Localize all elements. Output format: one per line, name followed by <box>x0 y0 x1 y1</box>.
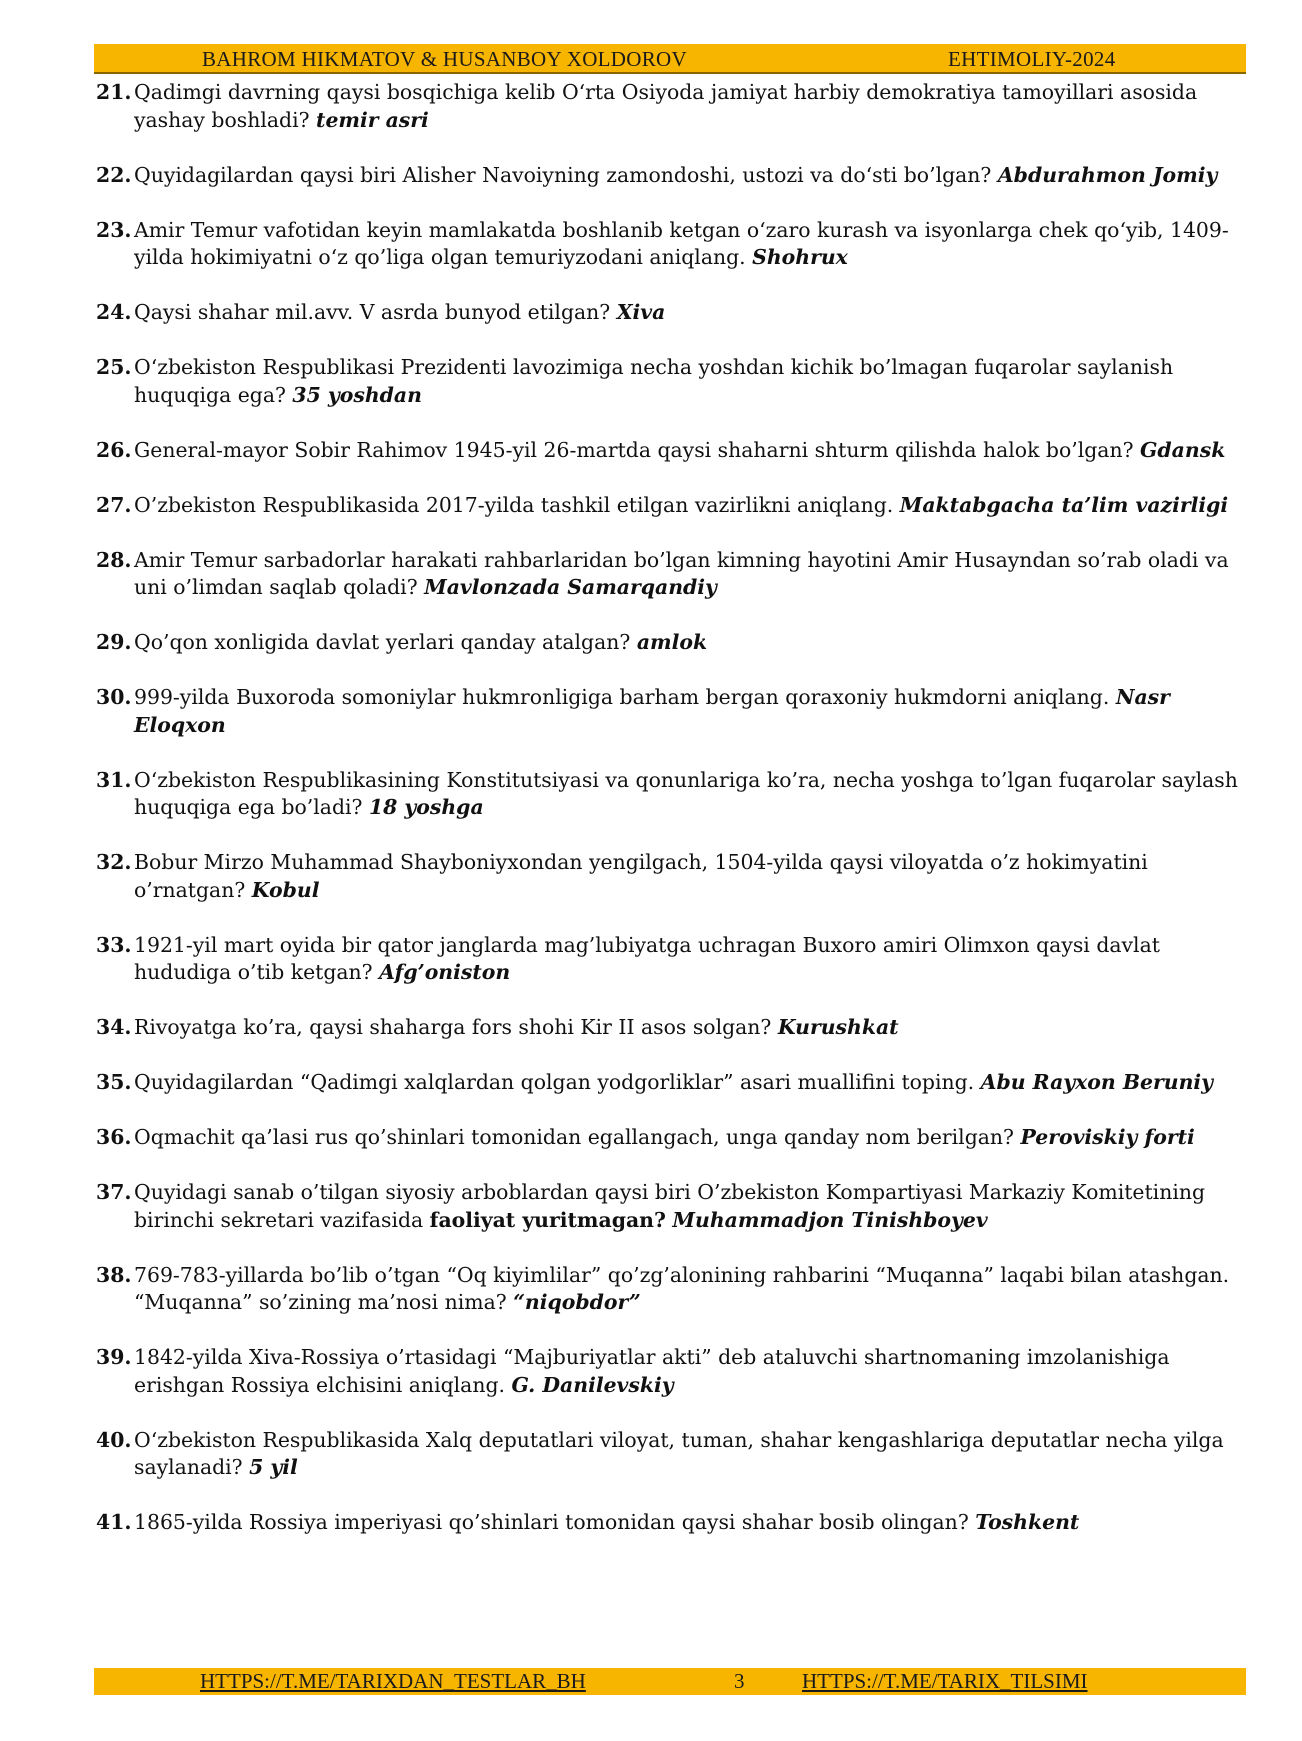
question-answer: Kurushkat <box>777 1015 899 1039</box>
question-item <box>96 217 1246 272</box>
question-text: O‘zbekiston Respublikasida Xalq deputatlari viloyat, tuman, shahar kengashlariga deputatlar necha yilga saylanadi? <box>134 1427 1224 1479</box>
question-list <box>96 79 1246 1564</box>
question-answer: Gdansk <box>1140 437 1226 462</box>
question-text: Oqmachit qa’lasi rus qo’shinlari tomonidan egallangach, unga qanday nom berilgan? <box>134 1125 1014 1149</box>
question-number: 28. <box>96 547 132 572</box>
question-text: 769-783-yillarda bo’lib o’tgan “Oq kiyimlilar” qo’zg’alonining rahbarini “Muqanna” laqabi bilan atashgan. “Muqanna” so’zining ma’nosi nima? <box>134 1262 1230 1314</box>
question-answer: Kobul <box>251 877 320 902</box>
question-text: 1842-yilda Xiva-Rossiya o’rtasidagi “Majburiyatlar akti” deb ataluvchi shartnomaning imzolanishiga erishgan Rossiya elchisini aniqlang. <box>134 1345 1170 1397</box>
question-text: Qaysi shahar mil.avv. V asrda bunyod etilgan? <box>134 300 611 324</box>
question-item <box>96 629 1246 657</box>
question-text: O‘zbekiston Respublikasining Konstitutsiyasi va qonunlariga ko’ra, necha yoshga to’lgan fuqarolar saylash huquqiga ega bo’ladi? <box>134 767 1238 819</box>
question-text: O‘zbekiston Respublikasi Prezidenti lavozimiga necha yoshdan kichik bo’lmagan fuqarolar saylanish huquqiga ega? <box>134 355 1174 407</box>
question-item <box>96 79 1246 134</box>
question-item <box>96 767 1246 822</box>
question-number: 41. <box>96 1510 132 1534</box>
question-text: Amir Temur sarbadorlar harakati rahbarlaridan bo’lgan kimning hayotini Amir Husayndan so’rab oladi va uni o’limdan saqlab qoladi? <box>134 547 1229 599</box>
question-text: Quyidagi sanab o’tilgan siyosiy arboblardan qaysi biri O’zbekiston Kompartiyasi Markaziy Komitetining birinchi sekretari vazifasida <box>134 1180 1206 1232</box>
page-number: 3 <box>734 1669 745 1693</box>
telegram-link-tarix-tilsimi[interactable]: HTTPS://T.ME/TARIX_TILSIMI <box>802 1669 1088 1693</box>
question-answer: “niqobdor” <box>513 1290 641 1314</box>
question-text: Rivoyatga ko’ra, qaysi shaharga fors shohi Kir II asos solgan? <box>134 1015 772 1039</box>
question-number: 30. <box>96 685 132 709</box>
question-text: Quyidagilardan “Qadimgi xalqlardan qolgan yodgorliklar” asari muallifini toping. <box>134 1070 975 1094</box>
page-header <box>94 44 1246 74</box>
question-answer: Muhammadjon Tinishboyev <box>672 1207 988 1232</box>
question-text: 1865-yilda Rossiya imperiyasi qo’shinlari tomonidan qaysi shahar bosib olingan? <box>134 1510 969 1534</box>
question-item <box>96 437 1246 465</box>
telegram-link-tarixdan-testlar[interactable]: HTTPS://T.ME/TARIXDAN_TESTLAR_BH <box>200 1669 586 1693</box>
question-number: 35. <box>96 1070 132 1094</box>
question-text: Qadimgi davrning qaysi bosqichiga kelib O‘rta Osiyoda jamiyat harbiy demokratiya tamoyillari asosida yashay boshladi? <box>134 80 1198 132</box>
question-item <box>96 162 1246 190</box>
question-text: O’zbekiston Respublikasida 2017-yilda tashkil etilgan vazirlikni aniqlang. <box>134 492 894 517</box>
question-item <box>96 1014 1246 1042</box>
question-number: 38. <box>96 1262 132 1287</box>
question-answer: 35 yoshdan <box>292 382 422 407</box>
question-answer: Maktabgacha ta’lim vazirligi <box>899 492 1229 517</box>
page-footer <box>94 1668 1246 1695</box>
question-item <box>96 1069 1246 1097</box>
question-answer: Xiva <box>616 300 666 324</box>
question-item <box>96 1427 1246 1482</box>
question-answer: Toshkent <box>975 1510 1080 1534</box>
question-item <box>96 1124 1246 1152</box>
question-answer: Abu Rayxon Beruniy <box>980 1070 1214 1094</box>
question-number: 31. <box>96 767 132 792</box>
question-emphasis: faoliyat yuritmagan? <box>429 1207 666 1232</box>
question-item <box>96 849 1246 904</box>
question-answer: Nasr Eloqxon <box>134 685 1170 737</box>
question-text: 999-yilda Buxoroda somoniylar hukmronligiga barham bergan qoraxoniy hukmdorni aniqlang. <box>134 685 1110 709</box>
question-text: Qo’qon xonligida davlat yerlari qanday atalgan? <box>134 630 631 654</box>
question-number: 29. <box>96 630 132 654</box>
question-answer: 5 yil <box>249 1455 298 1479</box>
question-answer: temir asri <box>316 107 429 132</box>
question-answer: amlok <box>636 630 708 654</box>
question-item <box>96 492 1246 520</box>
header-series: EHTIMOLIY-2024 <box>948 47 1116 71</box>
question-number: 26. <box>96 437 132 462</box>
question-text: 1921-yil mart oyida bir qator janglarda mag’lubiyatga uchragan Buxoro amiri Olimxon qaysi davlat hududiga o’tib ketgan? <box>134 932 1160 984</box>
question-item <box>96 1262 1246 1317</box>
question-item <box>96 547 1246 602</box>
question-number: 22. <box>96 162 132 187</box>
question-item <box>96 684 1246 739</box>
question-item <box>96 1509 1246 1537</box>
question-number: 36. <box>96 1125 132 1149</box>
question-number: 40. <box>96 1427 132 1452</box>
question-number: 21. <box>96 80 132 104</box>
question-number: 23. <box>96 217 132 242</box>
question-number: 27. <box>96 492 132 517</box>
question-number: 32. <box>96 850 132 874</box>
header-authors: BAHROM HIKMATOV & HUSANBOY XOLDOROV <box>202 47 687 71</box>
question-answer: Mavlonzada Samarqandiy <box>424 575 717 599</box>
question-number: 25. <box>96 355 132 379</box>
question-number: 33. <box>96 932 132 957</box>
question-text: General-mayor Sobir Rahimov 1945-yil 26-martda qaysi shaharni shturm qilishda halok bo’lgan? <box>134 437 1134 462</box>
question-item <box>96 932 1246 987</box>
question-item <box>96 1179 1246 1234</box>
question-item <box>96 1344 1246 1399</box>
question-text: Bobur Mirzo Muhammad Shayboniyxondan yengilgach, 1504-yilda qaysi viloyatda o’z hokimyatini o’rnatgan? <box>134 850 1148 902</box>
question-answer: Afg’oniston <box>379 960 511 984</box>
question-answer: G. Danilevskiy <box>511 1372 674 1397</box>
question-item <box>96 354 1246 409</box>
question-answer: Peroviskiy forti <box>1020 1125 1195 1149</box>
question-answer: Shohrux <box>752 245 848 269</box>
question-answer: Abdurahmon Jomiy <box>997 162 1218 187</box>
question-text: Quyidagilardan qaysi biri Alisher Navoiyning zamondoshi, ustozi va do‘sti bo’lgan? <box>134 162 992 187</box>
question-number: 37. <box>96 1180 132 1204</box>
question-text: Amir Temur vafotidan keyin mamlakatda boshlanib ketgan o‘zaro kurash va isyonlarga chek qo‘yib, 1409-yilda hokimiyatni o‘z qo’liga olgan temuriyzodani aniqlang. <box>134 217 1229 269</box>
question-number: 24. <box>96 300 132 324</box>
question-item <box>96 299 1246 327</box>
question-number: 34. <box>96 1015 132 1039</box>
question-answer: 18 yoshga <box>368 795 484 819</box>
question-number: 39. <box>96 1345 132 1369</box>
